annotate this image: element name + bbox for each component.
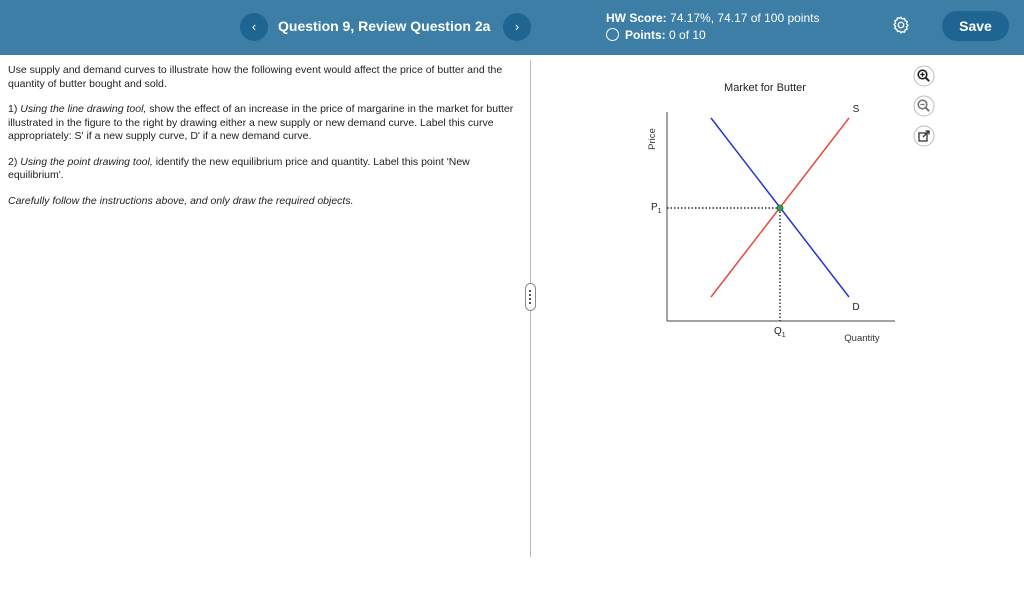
- supply-label: S: [852, 104, 860, 115]
- points-value: 0 of 10: [669, 28, 706, 42]
- note-text: Carefully follow the instructions above, and only draw the required objects.: [8, 194, 354, 207]
- drag-handle-icon: [529, 290, 532, 304]
- hw-score-label: HW Score:: [606, 11, 667, 25]
- pane-resize-handle[interactable]: [525, 283, 536, 311]
- quantity-label-sub: 1: [781, 332, 786, 339]
- question-step-2: [8, 156, 518, 183]
- quantity-label-q1: [774, 326, 786, 339]
- step-1-italic: Using the line drawing tool,: [20, 103, 147, 115]
- question-text-pane: [8, 64, 518, 220]
- zoom-out-icon[interactable]: [913, 95, 935, 117]
- points: [606, 28, 706, 42]
- points-circle-icon: [606, 28, 619, 41]
- demand-label: D: [852, 302, 860, 313]
- y-axis-label: Price: [647, 128, 658, 150]
- popout-icon[interactable]: [913, 125, 935, 147]
- graph-title: Market for Butter: [724, 82, 806, 94]
- equilibrium-point[interactable]: [777, 205, 783, 211]
- step-2-text: identify the new equilibrium price and quantity. Label this point 'New equilibrium'.: [8, 155, 470, 181]
- step-1-text: show the effect of an increase in the price of margarine in the market for butter illustrated in the figure to the right by drawing either a new supply or new demand curve. Label this curve appropriately: S' if a new supply curve, D' if a new demand curve.: [8, 103, 514, 142]
- question-note: [8, 195, 518, 209]
- step-2-italic: Using the point drawing tool,: [20, 155, 153, 168]
- zoom-in-icon[interactable]: [913, 65, 935, 87]
- header-bar: [0, 0, 1024, 55]
- next-question-button[interactable]: ›: [503, 13, 531, 41]
- demand-curve[interactable]: [711, 118, 849, 297]
- price-label-p1: [651, 202, 662, 215]
- question-step-1: [8, 103, 518, 144]
- x-axis-label: Quantity: [844, 333, 880, 344]
- previous-question-button[interactable]: ‹: [240, 13, 268, 41]
- price-label-main: P: [651, 202, 658, 213]
- question-title: Question 9, Review Question 2a: [278, 18, 491, 34]
- quantity-label-main: Q: [774, 326, 782, 337]
- gear-icon[interactable]: [891, 15, 911, 35]
- question-intro: Use supply and demand curves to illustrate how the following event would affect the price of butter and the quantity of butter bought and sold.: [8, 64, 503, 90]
- save-button[interactable]: Save: [942, 11, 1009, 41]
- hw-score: [606, 11, 819, 25]
- price-label-sub: 1: [657, 208, 662, 215]
- points-label: Points:: [625, 28, 666, 42]
- step-1-number: 1): [8, 103, 18, 115]
- hw-score-value: 74.17%, 74.17 of 100 points: [670, 11, 820, 25]
- step-2-number: 2): [8, 155, 18, 168]
- supply-curve[interactable]: [711, 118, 849, 297]
